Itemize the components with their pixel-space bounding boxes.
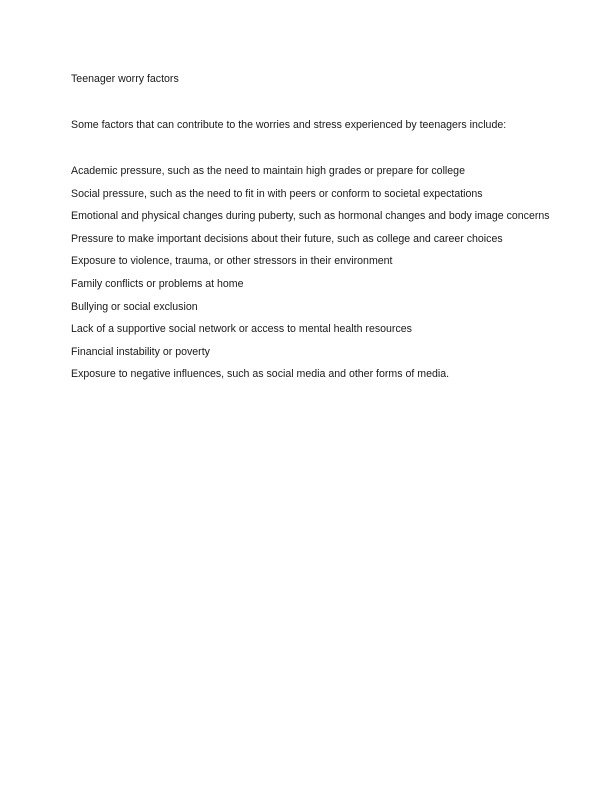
factor-item: Family conflicts or problems at home bbox=[71, 277, 244, 290]
factor-item: Bullying or social exclusion bbox=[71, 300, 198, 313]
factor-item: Lack of a supportive social network or access to mental health resources bbox=[71, 323, 412, 336]
intro-paragraph: Some factors that can contribute to the worries and stress experienced by teenagers include: bbox=[71, 119, 507, 131]
factor-item: Pressure to make important decisions about their future, such as college and career choices bbox=[71, 232, 503, 245]
factors-list bbox=[71, 164, 571, 381]
factor-item: Financial instability or poverty bbox=[71, 345, 210, 358]
document-title: Teenager worry factors bbox=[71, 73, 179, 85]
factor-item: Emotional and physical changes during puberty, such as hormonal changes and body image concerns bbox=[71, 210, 550, 223]
document-body bbox=[71, 72, 571, 390]
factor-item: Exposure to negative influences, such as social media and other forms of media. bbox=[71, 368, 450, 381]
factor-item: Social pressure, such as the need to fit in with peers or conform to societal expectations bbox=[71, 187, 483, 200]
factor-item: Exposure to violence, trauma, or other stressors in their environment bbox=[71, 255, 393, 268]
factor-item: Academic pressure, such as the need to maintain high grades or prepare for college bbox=[71, 165, 465, 177]
